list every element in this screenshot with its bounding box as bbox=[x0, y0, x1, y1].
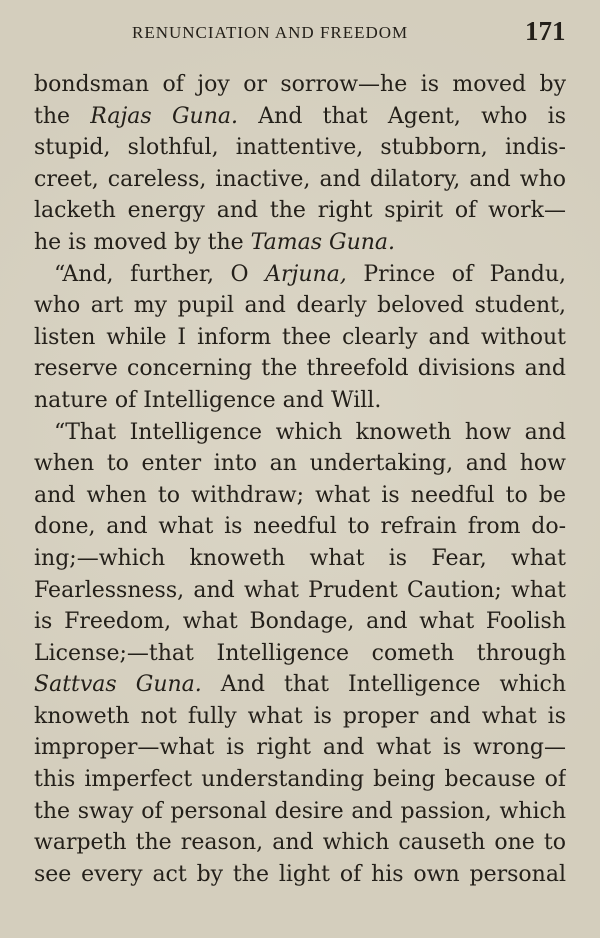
page-number: 171 bbox=[525, 16, 566, 46]
text-line-17: Fearlessness, and what Prudent Caution; what bbox=[34, 577, 566, 603]
running-head bbox=[0, 0, 600, 60]
text-line-25: warpeth the reason, and which causeth one to bbox=[34, 830, 566, 856]
text-line-11: nature of Intelligence and Will. bbox=[34, 387, 382, 413]
italic-arjuna: Arjuna, bbox=[265, 261, 347, 287]
text-line-19: License;—that Intelligence cometh through bbox=[34, 640, 566, 666]
text-line-21: knoweth not fully what is proper and what is bbox=[34, 703, 566, 729]
text-line-13: when to enter into an undertaking, and how bbox=[34, 451, 566, 477]
italic-tamas-guna: Tamas Guna. bbox=[250, 229, 396, 255]
text-line-7-suffix: Prince of Pandu, bbox=[346, 261, 566, 287]
text-line-16: ing;—which knoweth what is Fear, what bbox=[34, 545, 566, 571]
text-line-22: improper—what is right and what is wrong— bbox=[34, 735, 566, 761]
text-line-10: reserve concerning the threefold divisions and bbox=[34, 356, 566, 382]
body-text bbox=[34, 69, 566, 890]
text-line-3: stupid, slothful, inattentive, stubborn, indis- bbox=[34, 135, 566, 161]
text-line-12: “That Intelligence which knoweth how and bbox=[54, 419, 566, 445]
text-line-7 bbox=[34, 259, 566, 291]
text-line-5: lacketh energy and the right spirit of work— bbox=[34, 198, 566, 224]
text-line-4: creet, careless, inactive, and dilatory, and who bbox=[34, 166, 566, 192]
text-line-7-prefix: “And, further, O bbox=[54, 261, 266, 287]
text-line-24: the sway of personal desire and passion, which bbox=[34, 798, 566, 824]
running-title: RENUNCIATION AND FREEDOM bbox=[132, 23, 409, 42]
text-line-9: listen while I inform thee clearly and without bbox=[34, 324, 566, 350]
text-line-20 bbox=[34, 669, 566, 701]
text-line-6 bbox=[34, 227, 566, 259]
text-line-2-prefix: the bbox=[34, 103, 91, 129]
text-line-23: this imperfect understanding being because of bbox=[34, 767, 566, 793]
text-line-6-prefix: he is moved by the bbox=[34, 229, 251, 255]
text-line-26: see every act by the light of his own personal bbox=[34, 861, 566, 887]
text-line-20-suffix: And that Intelligence which bbox=[201, 672, 566, 698]
text-line-14: and when to withdraw; what is needful to be bbox=[34, 482, 566, 508]
text-line-2 bbox=[34, 101, 566, 133]
text-line-2-suffix: And that Agent, who is bbox=[238, 103, 566, 129]
text-line-18: is Freedom, what Bondage, and what Foolish bbox=[34, 609, 566, 635]
text-line-15: done, and what is needful to refrain from do- bbox=[34, 514, 566, 540]
text-line-1: bondsman of joy or sorrow—he is moved by bbox=[34, 72, 566, 97]
italic-sattvas-guna: Sattvas Guna. bbox=[34, 672, 202, 698]
italic-rajas-guna: Rajas Guna. bbox=[90, 103, 238, 129]
text-line-8: who art my pupil and dearly beloved student, bbox=[34, 293, 566, 319]
